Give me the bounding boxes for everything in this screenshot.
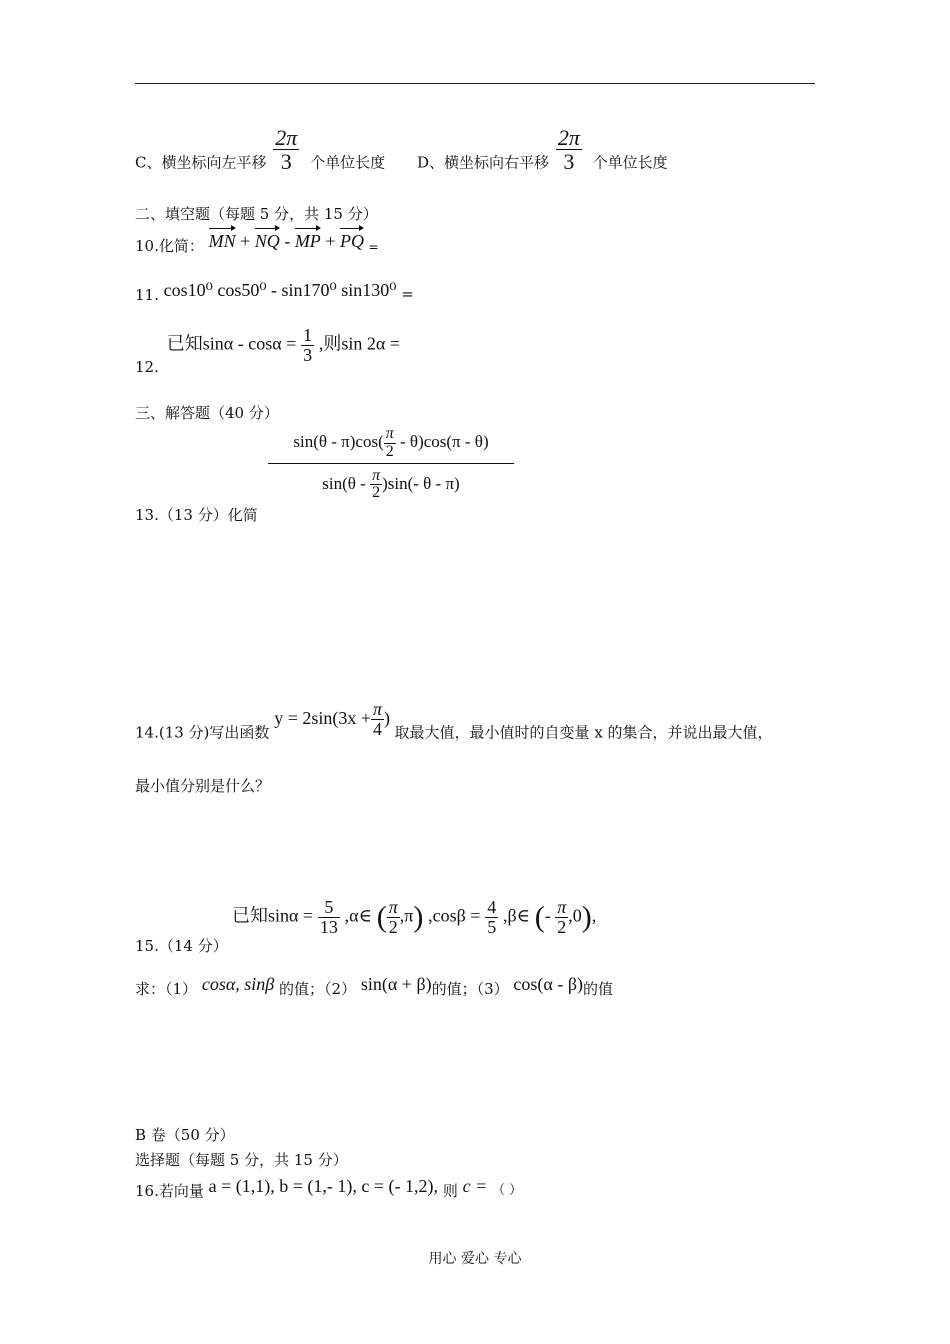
question-16: 16.若向量 a = (1,1), b = (1,- 1), c = (- 1,2), 则 c = （ ）	[135, 1176, 523, 1200]
option-d-fraction: $\frac{2\pi}{3}$	[557, 125, 580, 175]
q11-label: 11.	[135, 286, 159, 304]
section-2-title: 二、填空题（每题 5 分，共 15 分）	[135, 205, 378, 223]
part-b-subtitle: 选择题（每题 5 分，共 15 分）	[135, 1151, 348, 1169]
q14-label: 14.(13 分)写出函数	[135, 723, 270, 742]
q14-tail: 取最大值，最小值时的自变量 x 的集合，并说出最大值，	[394, 723, 773, 742]
option-c-label: C、横坐标向左平移	[135, 153, 267, 172]
question-14	[135, 700, 773, 743]
q14-expression: y = 2sin(3x + $\frac{\pi}{4}$ )	[274, 699, 391, 739]
q12-fraction: $\frac{1}{3}$	[303, 325, 313, 365]
q12-pre: 已知sinα - cosα =	[166, 333, 297, 354]
option-d-label: D、横坐标向右平移	[417, 153, 550, 172]
q15-given: 已知sinα = $\frac{5}{13}$ ,α∈ ( $\frac{\pi}{2}$ ,π) ,cosβ = $\frac{4}{5}$ ,β∈ (- $\frac{\pi}{2}$ ,0),	[232, 897, 597, 937]
q13-expression	[268, 426, 514, 502]
q14-line2: 最小值分别是什么？	[135, 777, 271, 795]
question-10: 10.化简： MN + NQ - MP + PQ $_=$	[135, 231, 379, 255]
page-footer: 用心 爱心 专心	[428, 1251, 522, 1267]
question-12	[135, 326, 400, 365]
q12-label: 12.	[135, 358, 159, 376]
option-d-tail: 个单位长度	[592, 153, 668, 172]
option-d	[417, 126, 668, 173]
q15-ask: 求：（1） cosα, sinβ 的值；（2） sin(α + β)的值；（3） cos(α - β)的值	[135, 974, 614, 998]
q10-label: 10.化简：	[135, 237, 204, 255]
q13-numerator: sin(θ - π)cos( $\frac{\pi}{2}$ - θ)cos(π - θ)	[268, 426, 514, 464]
q16-expression: a = (1,1), b = (1,- 1), c = (- 1,2),	[208, 1176, 439, 1196]
option-c	[135, 126, 385, 173]
question-11: 11. cos10⁰ cos50⁰ - sin170⁰ sin130⁰ =	[135, 280, 414, 304]
q13-label: 13.（13 分）化简	[135, 506, 258, 524]
q16-answer-blank[interactable]: （ ）	[492, 1183, 523, 1198]
option-c-fraction: $\frac{2\pi}{3}$	[275, 125, 298, 175]
q12-post: ,则sin 2α =	[318, 333, 400, 354]
q10-expression: MN + NQ - MP + PQ	[208, 231, 364, 251]
option-c-tail: 个单位长度	[310, 153, 386, 172]
q13-denominator: sin(θ - $\frac{\pi}{2}$ )sin(- θ - π)	[322, 466, 460, 502]
header-rule	[135, 83, 815, 84]
q15-label: 15.（14 分）	[135, 937, 228, 955]
part-b-title: B 卷（50 分）	[135, 1126, 235, 1144]
q11-expression: cos10⁰ cos50⁰ - sin170⁰ sin130⁰	[163, 280, 397, 300]
section-3-title: 三、解答题（40 分）	[135, 404, 279, 422]
